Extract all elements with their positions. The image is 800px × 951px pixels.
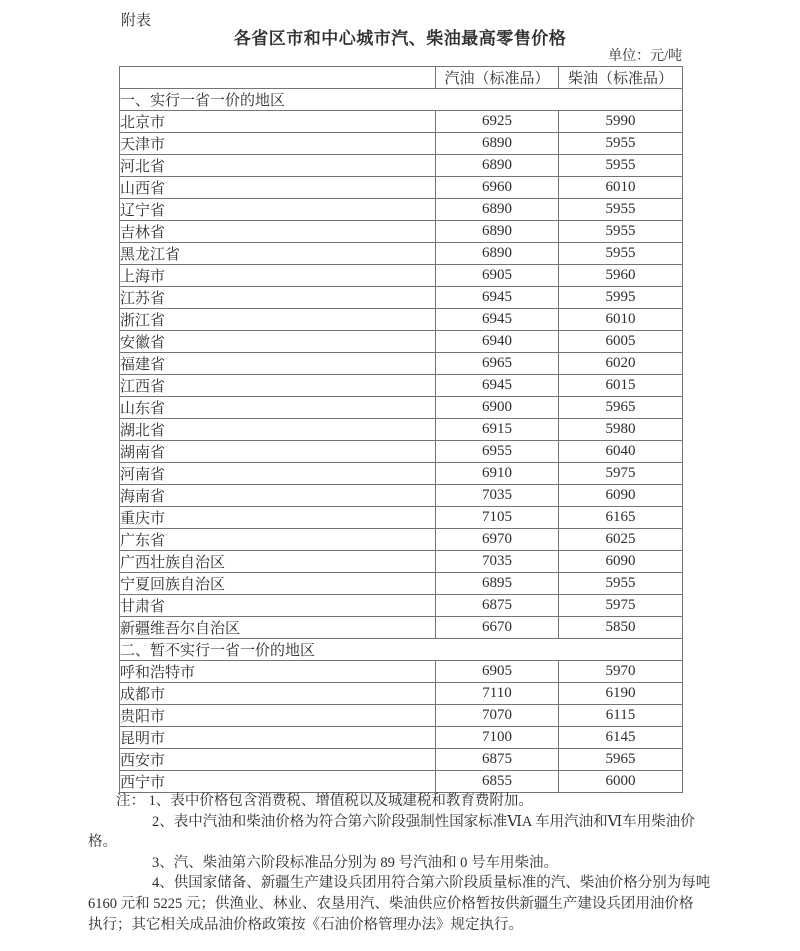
section-header-row bbox=[120, 639, 683, 661]
gasoline-price: 6925 bbox=[436, 111, 559, 133]
note-line: 格。 bbox=[88, 834, 117, 851]
table-row bbox=[120, 683, 683, 705]
diesel-price: 5955 bbox=[559, 221, 683, 243]
gasoline-price: 6945 bbox=[436, 375, 559, 397]
region-name: 广东省 bbox=[120, 529, 436, 551]
gasoline-price: 7105 bbox=[436, 507, 559, 529]
table-row bbox=[120, 287, 683, 309]
gasoline-price: 6890 bbox=[436, 199, 559, 221]
diesel-price: 5980 bbox=[559, 419, 683, 441]
diesel-price: 5955 bbox=[559, 155, 683, 177]
region-name: 海南省 bbox=[120, 485, 436, 507]
gasoline-price: 6875 bbox=[436, 749, 559, 771]
diesel-price: 5970 bbox=[559, 661, 683, 683]
table-row bbox=[120, 749, 683, 771]
gasoline-price: 6905 bbox=[436, 661, 559, 683]
region-name: 福建省 bbox=[120, 353, 436, 375]
gasoline-price: 6890 bbox=[436, 221, 559, 243]
diesel-price: 6010 bbox=[559, 309, 683, 331]
region-name: 安徽省 bbox=[120, 331, 436, 353]
appendix-label: 附表 bbox=[121, 13, 152, 29]
table-row bbox=[120, 155, 683, 177]
table-row bbox=[120, 595, 683, 617]
table-row bbox=[120, 375, 683, 397]
region-name: 甘肃省 bbox=[120, 595, 436, 617]
table-row bbox=[120, 309, 683, 331]
diesel-price: 6010 bbox=[559, 177, 683, 199]
region-name: 湖北省 bbox=[120, 419, 436, 441]
gasoline-price: 6905 bbox=[436, 265, 559, 287]
region-name: 河南省 bbox=[120, 463, 436, 485]
unit-label: 单位：元/吨 bbox=[608, 49, 682, 64]
region-name: 辽宁省 bbox=[120, 199, 436, 221]
diesel-price: 6165 bbox=[559, 507, 683, 529]
gasoline-price: 6855 bbox=[436, 771, 559, 793]
table-row bbox=[120, 331, 683, 353]
table-row bbox=[120, 551, 683, 573]
table-row bbox=[120, 661, 683, 683]
diesel-price: 6015 bbox=[559, 375, 683, 397]
note-line: 6160 元和 5225 元；供渔业、林业、农垦用汽、柴油供应价格暂按供新疆生产建设兵团用油价格 bbox=[88, 895, 694, 912]
gasoline-price: 6875 bbox=[436, 595, 559, 617]
gasoline-price: 6915 bbox=[436, 419, 559, 441]
diesel-price: 5955 bbox=[559, 573, 683, 595]
region-name: 呼和浩特市 bbox=[120, 661, 436, 683]
region-name: 上海市 bbox=[120, 265, 436, 287]
gasoline-price: 6965 bbox=[436, 353, 559, 375]
table-row bbox=[120, 485, 683, 507]
diesel-price: 5960 bbox=[559, 265, 683, 287]
region-name: 山西省 bbox=[120, 177, 436, 199]
table-row bbox=[120, 397, 683, 419]
table-row bbox=[120, 507, 683, 529]
gasoline-price: 6940 bbox=[436, 331, 559, 353]
column-header-region bbox=[120, 67, 436, 89]
table-row bbox=[120, 177, 683, 199]
notes-block bbox=[88, 791, 748, 935]
gasoline-price: 7035 bbox=[436, 551, 559, 573]
note-line: 4、供国家储备、新疆生产建设兵团用符合第六阶段质量标准的汽、柴油价格分别为每吨 bbox=[152, 875, 711, 892]
table-row bbox=[120, 199, 683, 221]
region-name: 吉林省 bbox=[120, 221, 436, 243]
column-header-gasoline: 汽油（标准品） bbox=[436, 67, 559, 89]
diesel-price: 6005 bbox=[559, 331, 683, 353]
diesel-price: 5955 bbox=[559, 199, 683, 221]
price-table-body bbox=[120, 89, 683, 793]
diesel-price: 6115 bbox=[559, 705, 683, 727]
region-name: 河北省 bbox=[120, 155, 436, 177]
gasoline-price: 6945 bbox=[436, 309, 559, 331]
diesel-price: 6145 bbox=[559, 727, 683, 749]
diesel-price: 6020 bbox=[559, 353, 683, 375]
diesel-price: 5975 bbox=[559, 463, 683, 485]
note-line: 3、汽、柴油第六阶段标准品分别为 89 号汽油和 0 号车用柴油。 bbox=[152, 854, 558, 871]
region-name: 昆明市 bbox=[120, 727, 436, 749]
diesel-price: 6090 bbox=[559, 485, 683, 507]
diesel-price: 6190 bbox=[559, 683, 683, 705]
section-header-row bbox=[120, 89, 683, 111]
region-name: 宁夏回族自治区 bbox=[120, 573, 436, 595]
diesel-price: 5995 bbox=[559, 287, 683, 309]
table-row bbox=[120, 419, 683, 441]
region-name: 湖南省 bbox=[120, 441, 436, 463]
diesel-price: 5990 bbox=[559, 111, 683, 133]
region-name: 贵阳市 bbox=[120, 705, 436, 727]
gasoline-price: 6895 bbox=[436, 573, 559, 595]
table-row bbox=[120, 243, 683, 265]
region-name: 成都市 bbox=[120, 683, 436, 705]
region-name: 重庆市 bbox=[120, 507, 436, 529]
page-title: 各省区市和中心城市汽、柴油最高零售价格 bbox=[233, 29, 567, 48]
gasoline-price: 6890 bbox=[436, 243, 559, 265]
table-row bbox=[120, 529, 683, 551]
gasoline-price: 6945 bbox=[436, 287, 559, 309]
gasoline-price: 6890 bbox=[436, 155, 559, 177]
region-name: 江苏省 bbox=[120, 287, 436, 309]
gasoline-price: 6670 bbox=[436, 617, 559, 639]
region-name: 江西省 bbox=[120, 375, 436, 397]
diesel-price: 6025 bbox=[559, 529, 683, 551]
table-row bbox=[120, 133, 683, 155]
gasoline-price: 6910 bbox=[436, 463, 559, 485]
diesel-price: 5955 bbox=[559, 133, 683, 155]
gasoline-price: 6900 bbox=[436, 397, 559, 419]
region-name: 西宁市 bbox=[120, 771, 436, 793]
section-header-label: 二、暂不实行一省一价的地区 bbox=[120, 639, 683, 661]
table-row bbox=[120, 111, 683, 133]
note-line: 执行；其它相关成品油价格政策按《石油价格管理办法》规定执行。 bbox=[88, 916, 523, 933]
region-name: 西安市 bbox=[120, 749, 436, 771]
diesel-price: 6000 bbox=[559, 771, 683, 793]
gasoline-price: 7110 bbox=[436, 683, 559, 705]
gasoline-price: 7100 bbox=[436, 727, 559, 749]
note-line: 2、表中汽油和柴油价格为符合第六阶段强制性国家标准ⅥA 车用汽油和Ⅵ车用柴油价 bbox=[152, 813, 695, 830]
region-name: 广西壮族自治区 bbox=[120, 551, 436, 573]
gasoline-price: 7035 bbox=[436, 485, 559, 507]
diesel-price: 5965 bbox=[559, 397, 683, 419]
region-name: 天津市 bbox=[120, 133, 436, 155]
gasoline-price: 6970 bbox=[436, 529, 559, 551]
table-header-row bbox=[120, 67, 683, 89]
price-table bbox=[119, 66, 683, 793]
gasoline-price: 6960 bbox=[436, 177, 559, 199]
region-name: 北京市 bbox=[120, 111, 436, 133]
diesel-price: 6090 bbox=[559, 551, 683, 573]
table-row bbox=[120, 705, 683, 727]
section-header-label: 一、实行一省一价的地区 bbox=[120, 89, 683, 111]
gasoline-price: 6890 bbox=[436, 133, 559, 155]
region-name: 浙江省 bbox=[120, 309, 436, 331]
gasoline-price: 6955 bbox=[436, 441, 559, 463]
region-name: 新疆维吾尔自治区 bbox=[120, 617, 436, 639]
diesel-price: 5955 bbox=[559, 243, 683, 265]
table-row bbox=[120, 221, 683, 243]
diesel-price: 5850 bbox=[559, 617, 683, 639]
table-row bbox=[120, 463, 683, 485]
diesel-price: 5965 bbox=[559, 749, 683, 771]
table-row bbox=[120, 727, 683, 749]
gasoline-price: 7070 bbox=[436, 705, 559, 727]
table-row bbox=[120, 441, 683, 463]
region-name: 山东省 bbox=[120, 397, 436, 419]
table-row bbox=[120, 573, 683, 595]
table-row bbox=[120, 771, 683, 793]
diesel-price: 6040 bbox=[559, 441, 683, 463]
table-row bbox=[120, 617, 683, 639]
table-row bbox=[120, 265, 683, 287]
table-row bbox=[120, 353, 683, 375]
region-name: 黑龙江省 bbox=[120, 243, 436, 265]
column-header-diesel: 柴油（标准品） bbox=[559, 67, 683, 89]
note-line: 注： 1、表中价格包含消费税、增值税以及城建税和教育费附加。 bbox=[116, 793, 533, 809]
diesel-price: 5975 bbox=[559, 595, 683, 617]
